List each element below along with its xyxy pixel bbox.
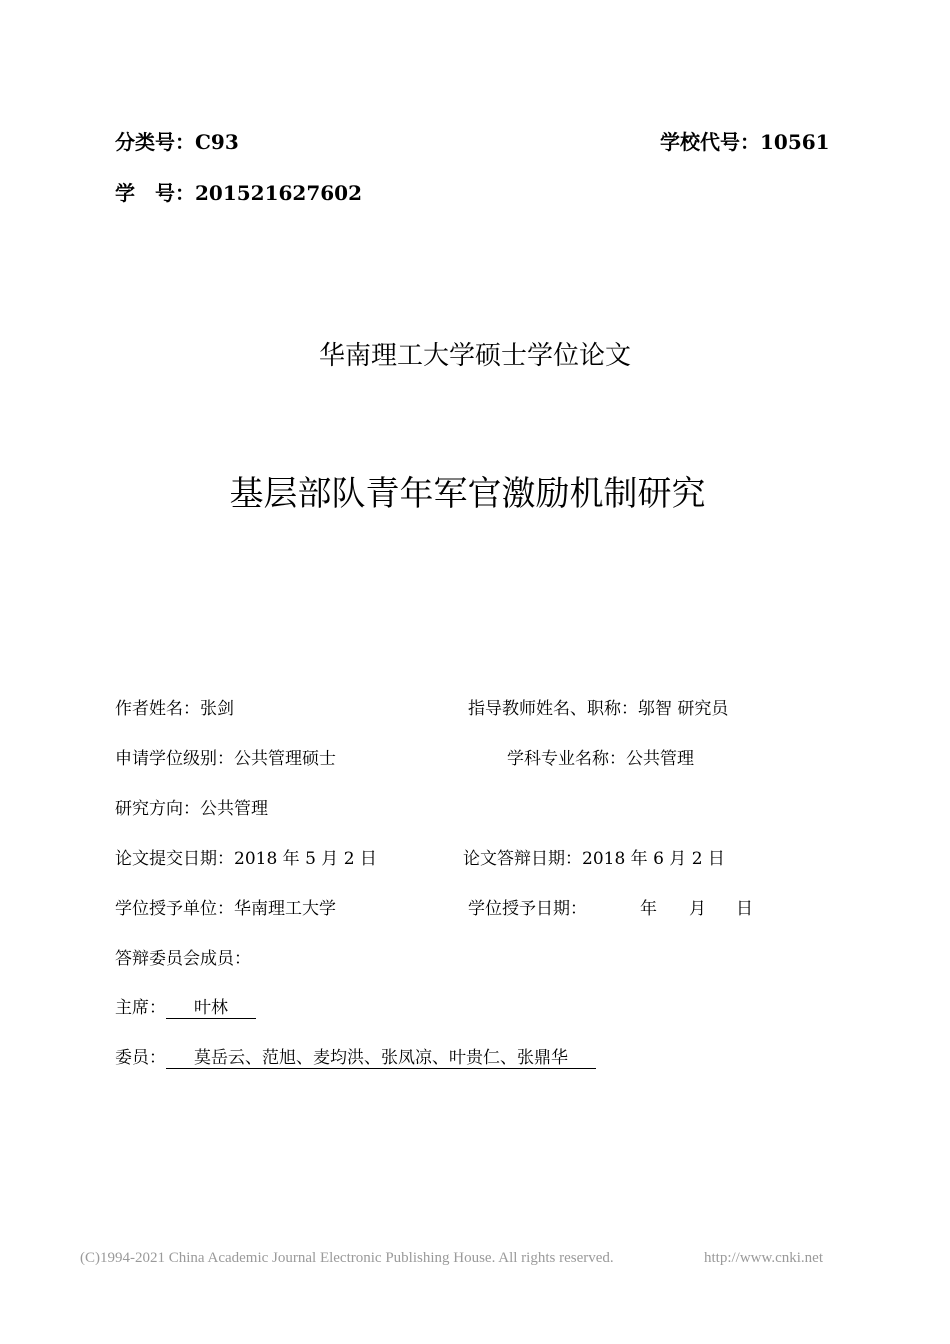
thesis-title: 基层部队青年军官激励机制研究 <box>229 474 706 514</box>
members-label: 委员： <box>115 1048 166 1068</box>
grant-date-month: 月 <box>689 899 706 919</box>
degree-line: 华南理工大学硕士学位论文 <box>318 341 631 371</box>
degree-level: 申请学位级别：公共管理硕士 <box>115 749 336 769</box>
copyright-notice: (C)1994-2021 China Academic Journal Electronic Publishing House. All rights reserved. <box>80 1250 614 1266</box>
grant-date-day: 日 <box>736 899 753 919</box>
members-line <box>115 1043 596 1069</box>
student-number: 学 号：201521627602 <box>115 181 362 205</box>
discipline-name: 学科专业名称：公共管理 <box>507 749 694 769</box>
defense-date: 论文答辩日期：2018 年 6 月 2 日 <box>463 849 725 869</box>
grant-date-label: 学位授予日期： <box>468 899 587 919</box>
author-name: 作者姓名：张剑 <box>115 699 234 719</box>
chair-line <box>115 993 256 1019</box>
classification-number: 分类号：C93 <box>115 130 239 154</box>
members-names: 莫岳云、范旭、麦均洪、张凤凉、叶贵仁、张鼎华 <box>166 1048 596 1069</box>
research-direction: 研究方向：公共管理 <box>115 799 268 819</box>
submit-date: 论文提交日期：2018 年 5 月 2 日 <box>115 849 377 869</box>
committee-label: 答辩委员会成员： <box>115 949 251 969</box>
supervisor: 指导教师姓名、职称：邬智 研究员 <box>468 699 729 719</box>
cnki-url: http://www.cnki.net <box>704 1250 824 1266</box>
school-code: 学校代号：10561 <box>660 130 830 154</box>
grant-date-year: 年 <box>640 899 657 919</box>
chair-label: 主席： <box>115 998 166 1018</box>
granting-unit: 学位授予单位：华南理工大学 <box>115 899 336 919</box>
chair-name: 叶林 <box>166 998 256 1019</box>
